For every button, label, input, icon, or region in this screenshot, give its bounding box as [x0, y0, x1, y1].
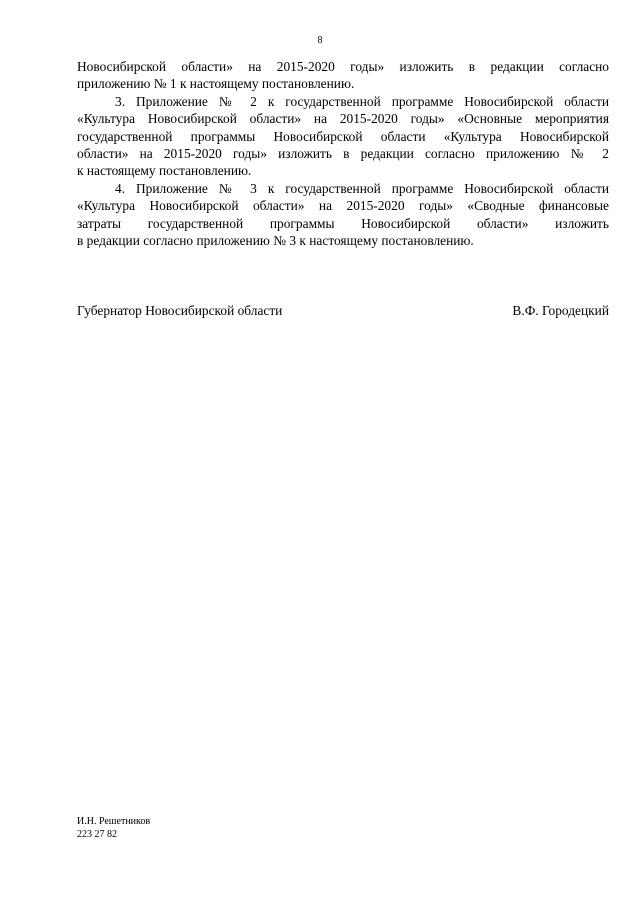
- text-line: к настоящему постановлению.: [77, 163, 252, 179]
- text-line: [77, 58, 609, 75]
- executor-phone: 223 27 82: [77, 829, 117, 840]
- document-body: [77, 58, 609, 249]
- signatory-position: Губернатор Новосибирской области: [77, 303, 283, 318]
- text-line: области» на 2015-2020 годы» изложить в редакции согласно приложению № 2: [77, 146, 609, 162]
- text-line: в редакции согласно приложению № 3 к настоящему постановлению.: [77, 233, 474, 249]
- signature-block: [77, 302, 609, 320]
- text-line: приложению № 1 к настоящему постановлению.: [77, 76, 355, 92]
- signatory-name: В.Ф. Городецкий: [512, 303, 609, 318]
- paragraph-item-3: [77, 93, 609, 180]
- text-line: «Культура Новосибирской области» на 2015-2020 годы» «Основные мероприятия: [77, 111, 609, 127]
- executor-info: [77, 815, 150, 841]
- executor-name: И.Н. Решетников: [77, 816, 151, 827]
- text-line: 3. Приложение № 2 к государственной программе Новосибирской области: [115, 93, 609, 109]
- text-line: «Культура Новосибирской области» на 2015-2020 годы» «Сводные финансовые: [77, 198, 609, 214]
- paragraph-continuation: [77, 58, 609, 93]
- text-line: 4. Приложение № 3 к государственной программе Новосибирской области: [115, 180, 609, 196]
- paragraph-item-4: [77, 180, 609, 250]
- text-line: государственной программы Новосибирской области «Культура Новосибирской: [77, 128, 609, 144]
- page-number: 8: [317, 35, 323, 46]
- text-line-content: Новосибирской области» на 2015-2020 годы» изложить в редакции согласно: [77, 59, 609, 74]
- text-line: затраты государственной программы Новосибирской области» изложить: [77, 215, 609, 231]
